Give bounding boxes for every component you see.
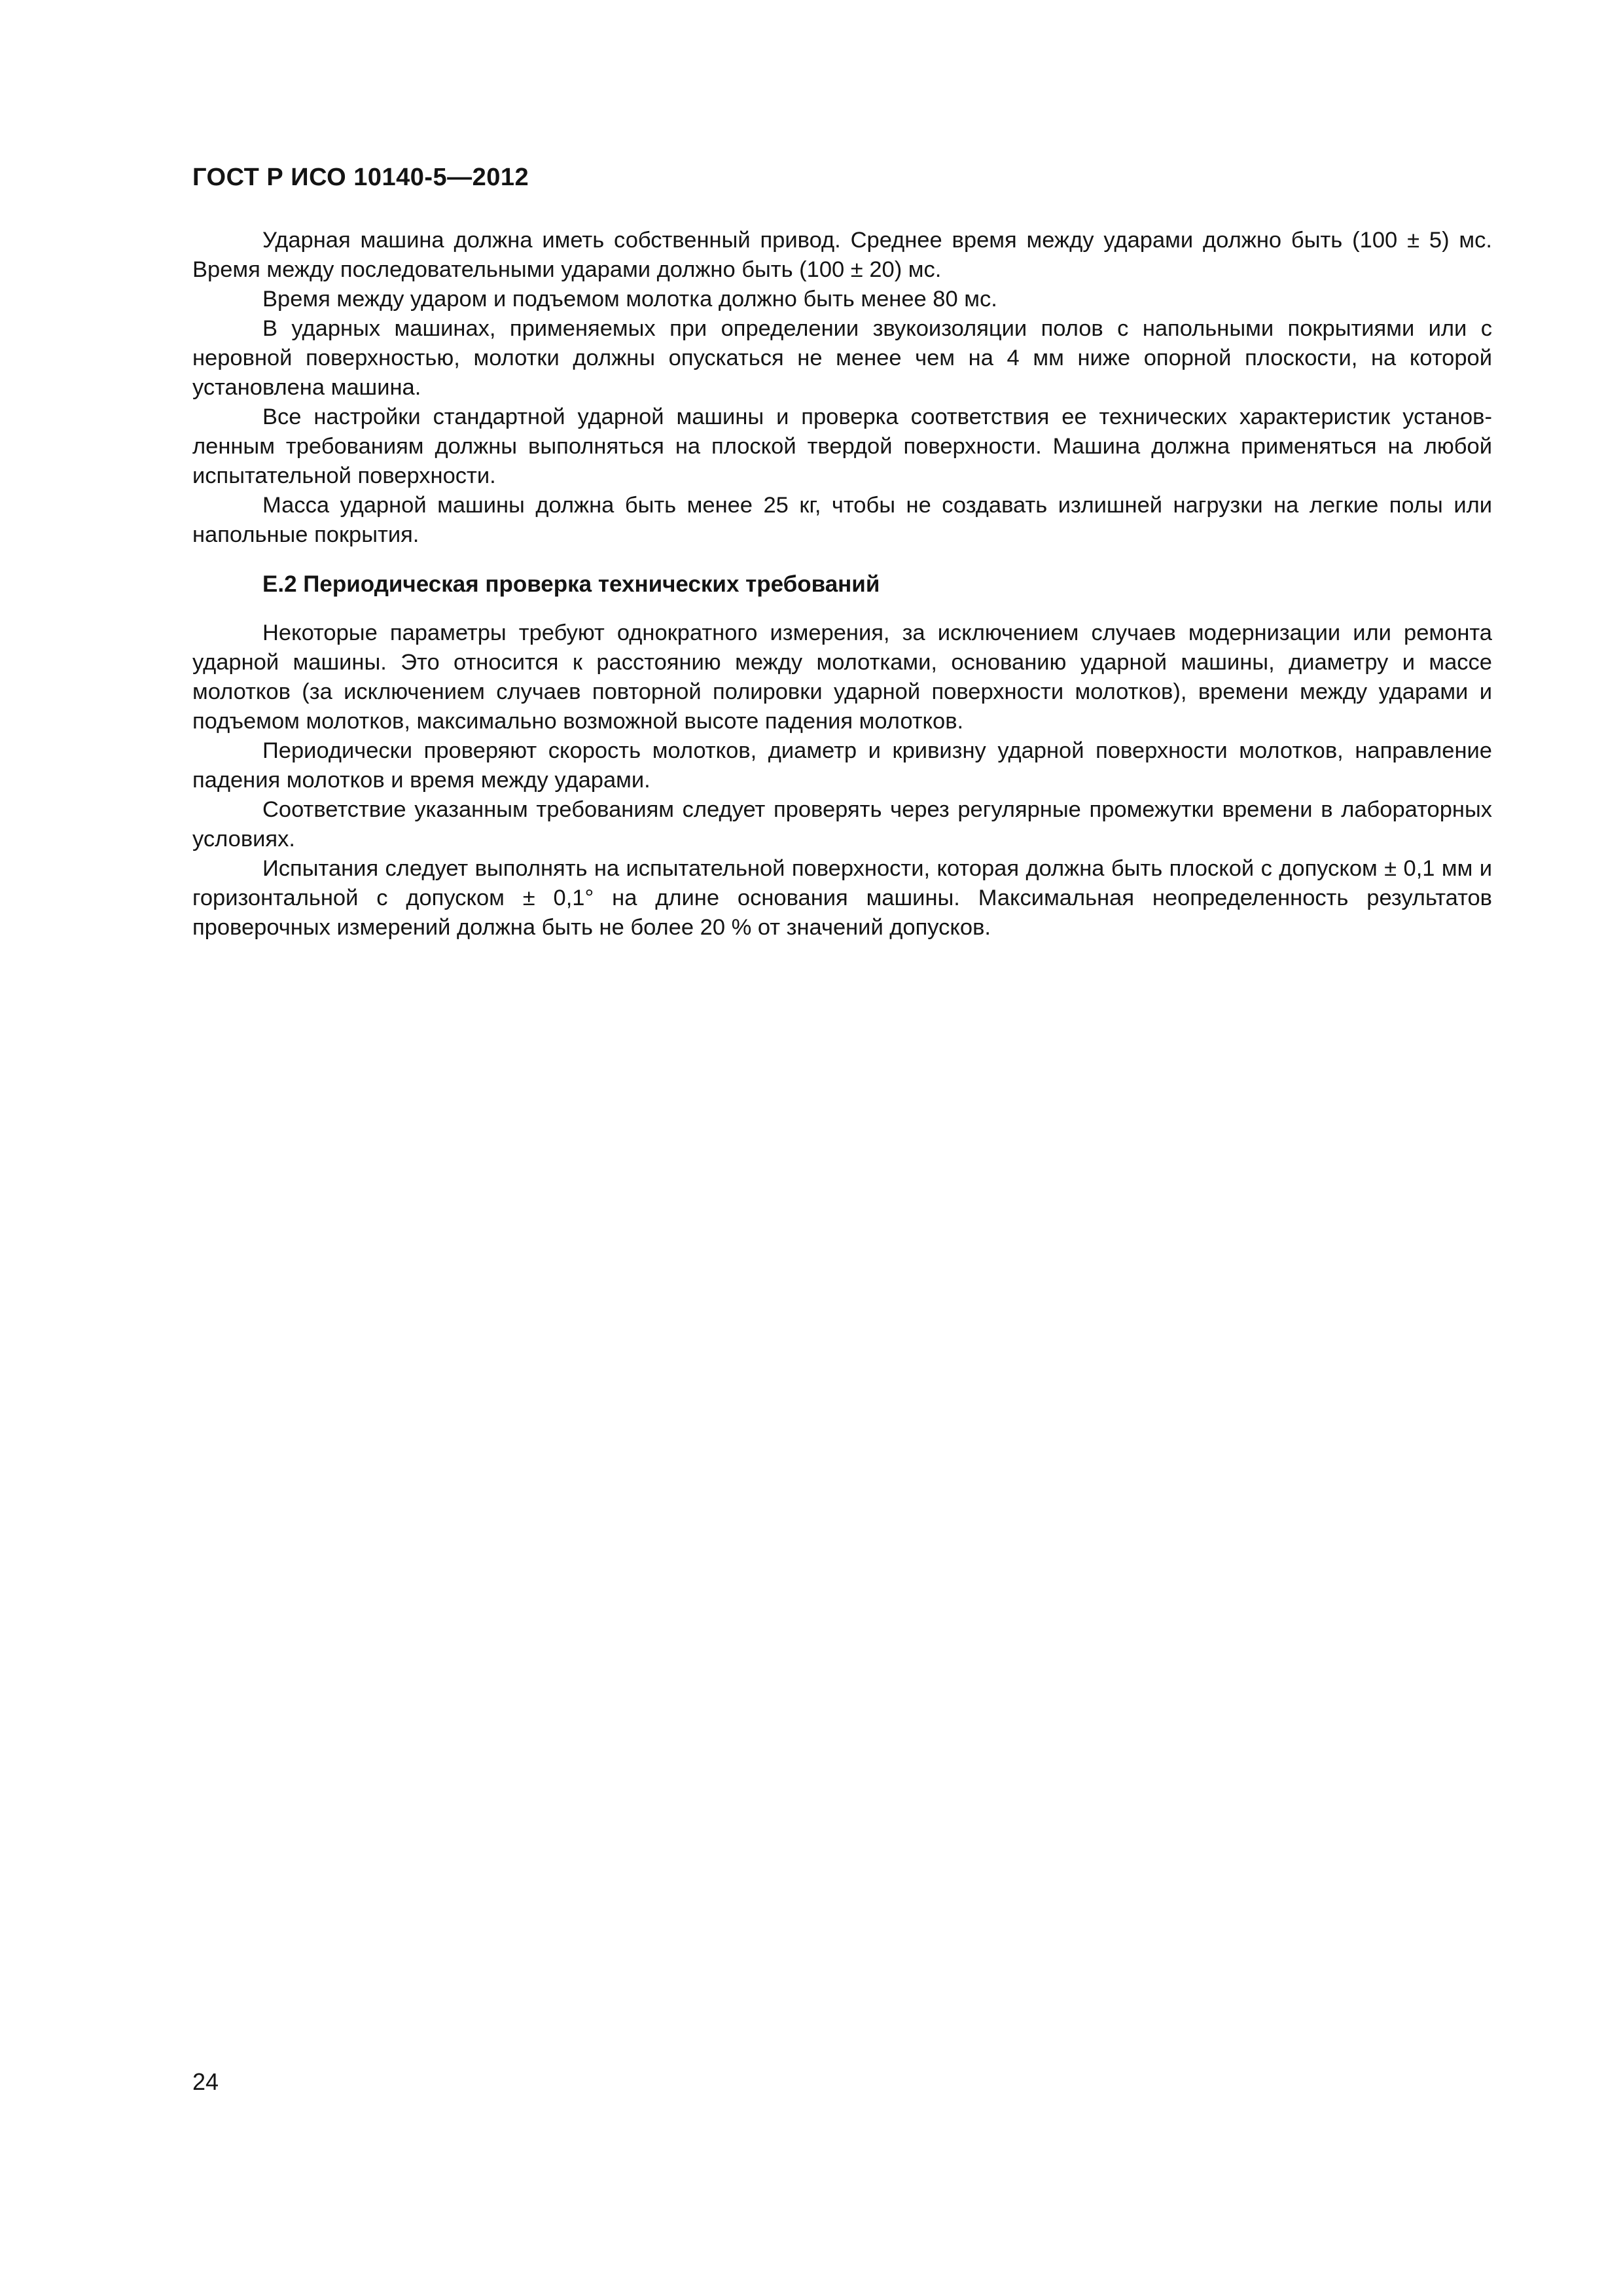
paragraph: Масса ударной машины должна быть менее 25 кг, чтобы не создавать излишней нагрузки на легкие полы или напольные покрытия. <box>192 493 1492 547</box>
paragraph: Испытания следует выполнять на испытательной поверхности, которая должна быть плоской с допуском ± 0,1 мм и горизонтальной с допуском ± 0,1° на длине основания машины. Максимальная неопределенность результатов проверочных измерений должна быть не более 20 % от значений допусков. <box>192 856 1492 940</box>
paragraph: Соответствие указанным требованиям следует проверять через регулярные промежутки времени в лабораторных условиях. <box>192 797 1492 852</box>
paragraph: Время между ударом и подъемом молотка должно быть менее 80 мс. <box>262 287 997 312</box>
paragraph: Некоторые параметры требуют однократного измерения, за исключением случаев модернизации или ремонта ударной машины. Это относится к расстоянию между молотками, основанию ударной машины, диаметру и массе молотков (за исключением случаев повторной полировки ударной поверхности молотков), времени между ударами и подъемом молотков, максимально возможной высоте падения молотков. <box>192 620 1492 734</box>
paragraph: Периодически проверяют скорость молотков, диаметр и кривизну ударной поверхности молотков, направление падения молотков и время между ударами. <box>192 738 1492 793</box>
paragraph: Все настройки стандартной ударной машины и проверка соответствия ее технических характеристик установленным требованиям должны выполняться на плоской твердой поверхности. Машина должна применяться на любой испытательной поверхности. <box>192 404 1492 488</box>
page-number: 24 <box>192 2068 219 2095</box>
body-text <box>192 226 1492 942</box>
paragraph: Ударная машина должна иметь собственный привод. Среднее время между ударами должно быть (100 ± 5) мс. Время между последовательными ударами должно быть (100 ± 20) мс. <box>192 228 1492 282</box>
standard-header: ГОСТ Р ИСО 10140-5—2012 <box>192 164 529 191</box>
paragraph: В ударных машинах, применяемых при определении звукоизоляции полов с напольными покрытиями или с неровной поверхностью, молотки должны опускаться не менее чем на 4 мм ниже опорной плоскости, на которой установлена машина. <box>192 316 1492 400</box>
section-title: Е.2 Периодическая проверка технических требований <box>262 571 880 597</box>
